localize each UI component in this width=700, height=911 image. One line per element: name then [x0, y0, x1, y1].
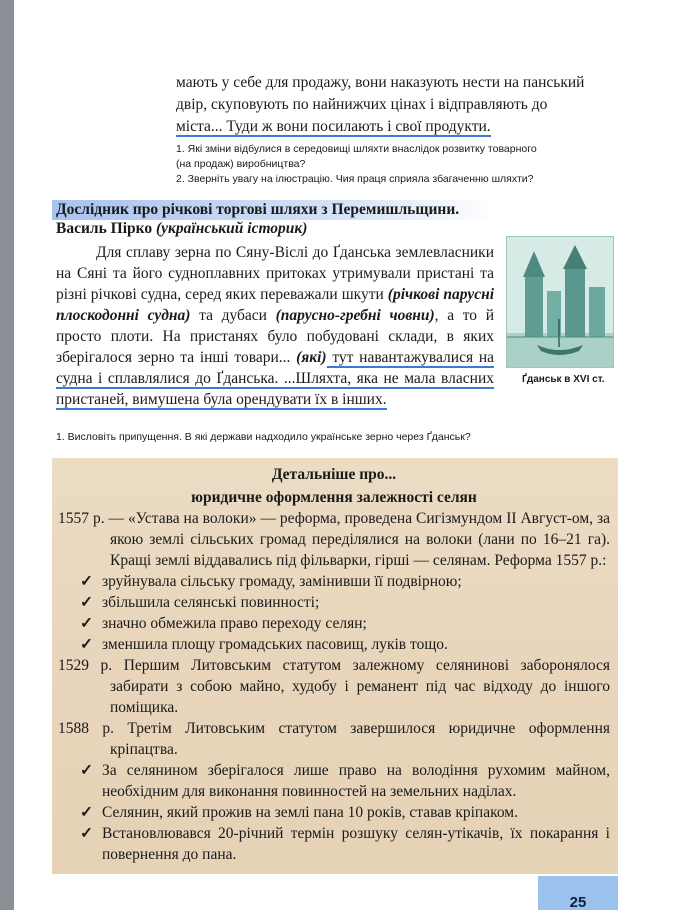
list-item: ✓ Селянин, який прожив на землі пана 10 років, ставав кріпаком. — [80, 804, 518, 821]
list-item: ✓ зменшила площу громадських пасовищ, луків тощо. — [80, 636, 448, 653]
check-icon: ✓ — [80, 636, 93, 653]
quote-text: , а то й просто плоти. На пристанях було побудовані склади, в яких зберігалося зерно та інші товари... — [56, 307, 494, 366]
list-item: ✓ За селянином зберігалося лише право на володіння рухомим майном, необхідним для виконання повинностей на земельних наділах. — [80, 762, 610, 800]
list-1557 — [58, 571, 610, 655]
entry-year: 1588 — [58, 720, 89, 737]
check-icon: ✓ — [80, 573, 93, 590]
quote-text: та дубаси — [190, 307, 276, 324]
entry-year: 1529 — [58, 657, 89, 674]
quote-text: Для сплаву зерна по Сяну-Віслі до Ґданська землевласники на Сяні та його судноплавних притоках утримували пристані та різні річкові судна, серед яких переважали шкути — [56, 244, 494, 303]
question-line: 2. Зверніть увагу на ілюстрацію. Чия праця сприяла збагаченню шляхти? — [176, 173, 534, 185]
intro-line: мають у себе для продажу, вони наказують нести на панський — [176, 74, 585, 91]
check-icon: ✓ — [80, 762, 93, 779]
list-item: ✓ зруйнувала сільську громаду, замінивши її подвірною; — [80, 573, 462, 590]
details-title-1: Детальніше про... — [271, 466, 397, 483]
page-number: 25 — [569, 894, 587, 911]
entry-1557 — [58, 508, 610, 571]
researcher-paragraph — [56, 242, 494, 410]
check-icon: ✓ — [80, 825, 93, 842]
intro-line: двір, скуповують по найнижчих цінах і відправляють до — [176, 96, 548, 113]
question-line: 1. Які зміни відбулися в середовищі шляхти внаслідок розвитку товарного — [176, 143, 537, 155]
illustration-caption: Ґданськ в XVI ст. — [522, 374, 605, 385]
quote-term: (парусно-гребні човни) — [275, 307, 435, 324]
researcher-role: (український історик) — [156, 220, 308, 237]
details-box — [52, 458, 618, 874]
page-number-box — [538, 876, 618, 910]
intro-underlined-line: міста... Туди ж вони посилають і свої продукти. — [176, 118, 491, 135]
intro-paragraph — [176, 72, 616, 138]
researcher-name-text: Василь Пірко — [56, 220, 153, 237]
city-engraving-icon — [506, 236, 614, 368]
page-edge-bar — [0, 0, 14, 910]
intro-line — [176, 116, 616, 138]
check-icon: ✓ — [80, 804, 93, 821]
list-item: ✓ збільшила селянські повинності; — [80, 594, 320, 611]
entry-1588 — [58, 718, 610, 760]
question-line: 1. Висловіть припущення. В які держави надходило українське зерно через Ґданськ? — [56, 431, 471, 443]
questions-block-2 — [56, 430, 576, 445]
question-line: (на продаж) виробництва? — [176, 158, 306, 170]
researcher-heading: Дослідник про річкові торгові шляхи з Перемишльщини. — [52, 200, 494, 220]
entry-text: р. Третім Литовським статутом завершилося юридичне оформлення кріпацтва. — [89, 720, 610, 758]
list-1588 — [58, 760, 610, 865]
quote-term: (які) — [296, 349, 327, 366]
list-item: ✓ Встановлювався 20-річний термін розшуку селян-утікачів, їх покарання і повернення до пана. — [80, 825, 610, 863]
entry-1529 — [58, 655, 610, 718]
details-title-2: юридичне оформлення залежності селян — [191, 489, 477, 506]
list-item: ✓ значно обмежила право переходу селян; — [80, 615, 367, 632]
entry-year: 1557 р. — [58, 510, 105, 527]
gdansk-illustration — [507, 237, 613, 367]
check-icon: ✓ — [80, 594, 93, 611]
check-icon: ✓ — [80, 615, 93, 632]
researcher-quote — [56, 242, 494, 410]
entry-text: — «Устава на волоки» — реформа, проведена Сигізмундом ІІ Август-ом, за якою землі сільських громад переділялися на волоки (лани по 16–21 га). Кращі землі віддавались під фільварки, гірші — селянам. Реформа 1557 р.: — [104, 510, 611, 569]
questions-block-1 — [176, 142, 626, 187]
researcher-name — [56, 219, 307, 239]
quote-term: (річкові парусні плоскодонні судна) — [56, 286, 494, 324]
quote-text: тут навантажувалися на судна і сплавлялися до Ґданська. ...Шляхта, яка не мала власних пристаней, вимушена була орендувати їх в інших. — [56, 349, 495, 408]
entry-text: р. Першим Литовським статутом залежному селянинові заборонялося забирати з собою майно, худобу і реманент під час відходу до іншого поміщика. — [89, 657, 610, 716]
